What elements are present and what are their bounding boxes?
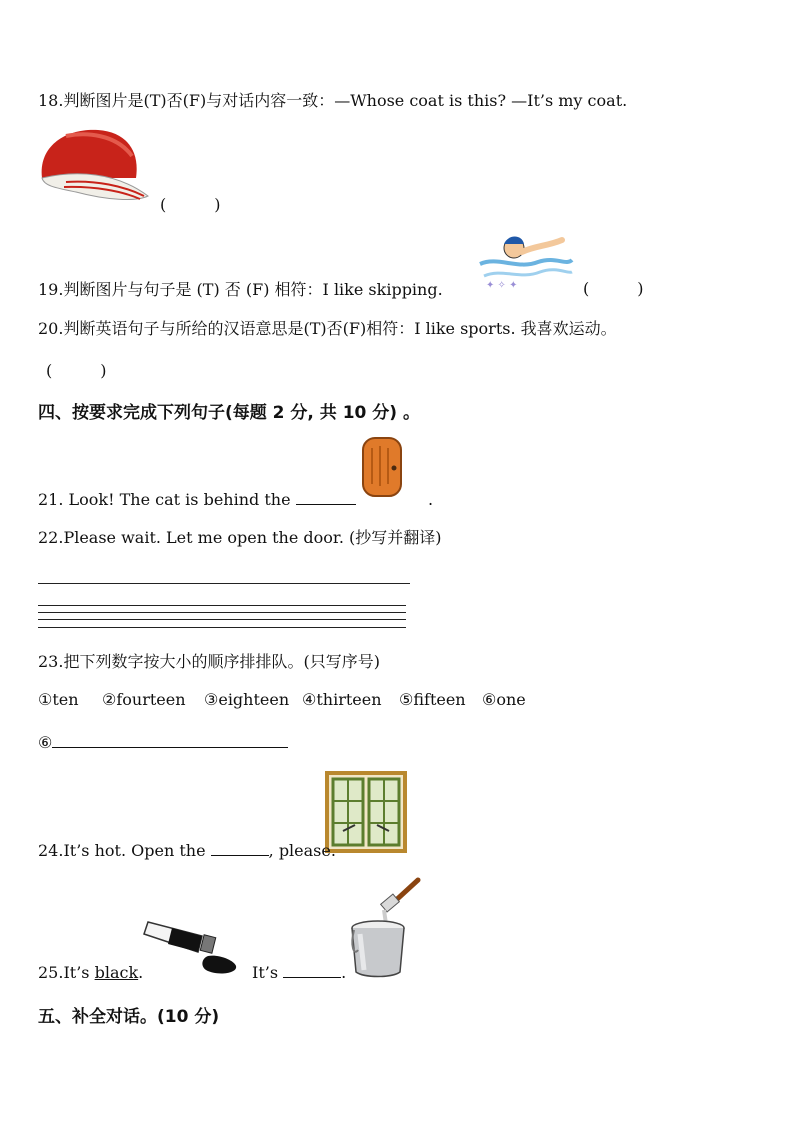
q25-first-sentence: [38, 963, 143, 982]
q24-sentence-start: 24.It’s hot. Open the: [38, 841, 206, 860]
q21-blank[interactable]: [296, 490, 356, 505]
q25-its-2: It’s: [252, 963, 279, 982]
q21-period: .: [428, 490, 434, 509]
q23-answer-prefix: ⑥: [38, 733, 53, 752]
q24-sentence-end: , please.: [268, 841, 336, 860]
q23-item-4: ④thirteen: [302, 690, 382, 709]
q18-answer-paren: ( ): [160, 195, 221, 214]
q23-item-6: ⑥one: [482, 690, 526, 709]
q20-text: 20.判断英语句子与所给的汉语意思是(T)否(F)相符：I like sports. 我喜欢运动。: [38, 319, 617, 338]
white-paint-bucket-icon: [344, 876, 424, 980]
q21-sentence: 21. Look! The cat is behind the: [38, 490, 291, 509]
q22-text: 22.Please wait. Let me open the door. (抄写并翻译): [38, 528, 442, 547]
q23-answer-blank[interactable]: [52, 733, 288, 748]
svg-text:✦ ✧ ✦: ✦ ✧ ✦: [486, 280, 518, 291]
green-window-icon: [325, 771, 407, 853]
q23-item-2: ②fourteen: [102, 690, 186, 709]
section-5-title: 五、补全对话。(10 分): [38, 1007, 220, 1027]
q22-four-line-2[interactable]: [38, 612, 406, 613]
q22-four-line-4[interactable]: [38, 627, 406, 628]
q22-copy-line[interactable]: [38, 583, 410, 584]
q18-text: 18.判断图片是(T)否(F)与对话内容一致：—Whose coat is this? —It’s my coat.: [38, 91, 628, 110]
black-paint-tube-icon: [142, 904, 238, 976]
q21-text: [38, 490, 356, 509]
q23-text: 23.把下列数字按大小的顺序排排队。(只写序号): [38, 652, 380, 671]
q25-end-period: .: [341, 963, 347, 982]
q19-answer-paren: ( ): [583, 279, 644, 298]
q22-four-line-3[interactable]: [38, 619, 406, 620]
q19-text: 19.判断图片与句子是 (T) 否 (F) 相符：I like skipping.: [38, 280, 443, 299]
q23-answer: [38, 733, 288, 752]
red-cap-icon: [36, 126, 150, 210]
q20-answer-paren: ( ): [46, 361, 107, 380]
swimmer-icon: [478, 230, 574, 292]
q25-blank[interactable]: [283, 963, 341, 978]
q25-black-word: black: [94, 963, 139, 982]
orange-door-icon: [360, 434, 406, 500]
q23-item-3: ③eighteen: [204, 690, 290, 709]
q25-second-sentence: [252, 963, 346, 982]
q24-blank[interactable]: [211, 841, 269, 856]
q22-four-line-1[interactable]: [38, 605, 406, 606]
q25-its-1: 25.It’s: [38, 963, 90, 982]
q25-dot: .: [138, 963, 144, 982]
q23-item-1: ①ten: [38, 690, 79, 709]
section-4-title: 四、按要求完成下列句子(每题 2 分, 共 10 分) 。: [38, 403, 420, 423]
q24-text: [38, 841, 336, 860]
q23-item-5: ⑤fifteen: [399, 690, 466, 709]
